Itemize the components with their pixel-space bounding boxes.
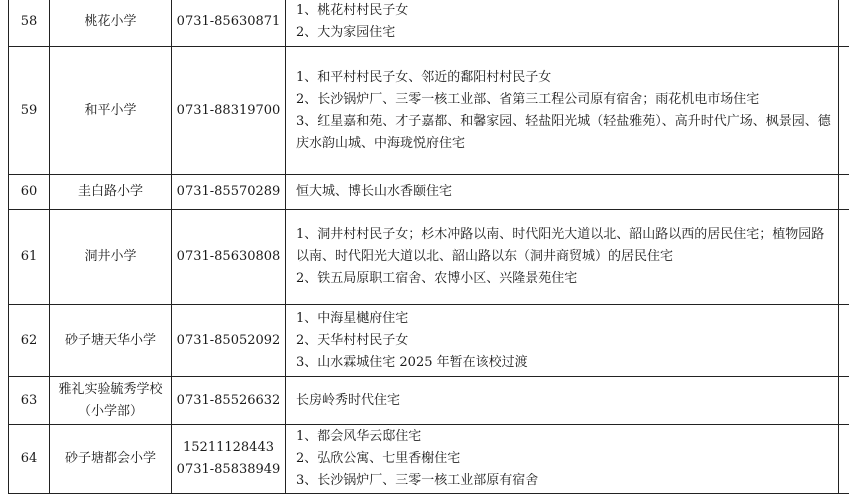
phone-cell <box>172 175 286 210</box>
school-name: 洞井小学 <box>50 210 172 305</box>
phone-cell <box>172 305 286 377</box>
phone-number: 0731-85838949 <box>176 462 281 477</box>
phone-cell <box>172 210 286 305</box>
area-line: 1、桃花村村民子女 <box>296 2 409 18</box>
empty-cell <box>839 425 849 494</box>
empty-cell <box>839 175 849 210</box>
school-name: 雅礼实验毓秀学校（小学部） <box>50 377 172 425</box>
phone-cell <box>172 425 286 494</box>
row-number: 58 <box>9 0 50 47</box>
row-number: 59 <box>9 47 50 175</box>
school-name: 圭白路小学 <box>50 175 172 210</box>
phone-number: 0731-85570289 <box>176 184 281 199</box>
area-line: 2、大为家园住宅 <box>296 24 396 40</box>
row-number: 62 <box>9 305 50 377</box>
enrollment-area <box>286 47 839 175</box>
area-line: 1、和平村村民子女、邻近的鄱阳村村民子女 <box>296 69 552 85</box>
row-number: 64 <box>9 425 50 494</box>
empty-cell <box>839 47 849 175</box>
enrollment-table <box>8 0 849 494</box>
row-number: 60 <box>9 175 50 210</box>
area-line: 1、都会风华云邸住宅 <box>296 429 422 444</box>
phone-number: 0731-85526632 <box>176 392 281 408</box>
enrollment-area <box>286 305 839 377</box>
area-line: 1、中海星樾府住宅 <box>296 310 409 326</box>
school-name: 砂子塘天华小学 <box>50 305 172 377</box>
table-row <box>9 0 849 47</box>
empty-cell <box>839 305 849 377</box>
area-line: 1、洞井村村民子女；杉木冲路以南、时代阳光大道以北、韶山路以西的居民住宅；植物园路以南、时代阳光大道以北、韶山路以东（洞井商贸城）的居民住宅 <box>296 227 825 264</box>
area-line: 2、长沙锅炉厂、三零一核工业部、省第三工程公司原有宿舍；雨花机电市场住宅 <box>296 91 760 107</box>
phone-cell <box>172 377 286 425</box>
table-row <box>9 47 849 175</box>
area-line: 3、红星嘉和苑、才子嘉都、和馨家园、轻盐阳光城（轻盐雅苑）、高升时代广场、枫景园、德庆水韵山城、中海珑悦府住宅 <box>296 113 831 151</box>
empty-cell <box>839 0 849 47</box>
phone-number: 0731-88319700 <box>176 102 281 118</box>
area-line: 3、长沙锅炉厂、三零一核工业部原有宿舍 <box>296 473 539 488</box>
school-name: 砂子塘都会小学 <box>50 425 172 494</box>
enrollment-area <box>286 175 839 210</box>
enrollment-area <box>286 0 839 47</box>
row-number: 61 <box>9 210 50 305</box>
phone-cell <box>172 47 286 175</box>
phone-number: 0731-85630871 <box>176 13 281 29</box>
area-line: 恒大城、博长山水香颐住宅 <box>296 184 453 199</box>
table-row <box>9 175 849 210</box>
phone-number: 15211128443 <box>183 440 274 455</box>
area-line: 2、弘欣公寓、七里香榭住宅 <box>296 451 461 466</box>
area-line: 3、山水霖城住宅 2025 年暂在该校过渡 <box>296 354 528 370</box>
enrollment-area <box>286 425 839 494</box>
phone-cell <box>172 0 286 47</box>
phone-number: 0731-85630808 <box>176 249 281 264</box>
empty-cell <box>839 377 849 425</box>
area-line: 2、铁五局原职工宿舍、农博小区、兴隆景苑住宅 <box>296 271 578 286</box>
table-row <box>9 425 849 494</box>
area-line: 2、天华村村民子女 <box>296 332 409 348</box>
school-name: 桃花小学 <box>50 0 172 47</box>
row-number: 63 <box>9 377 50 425</box>
empty-cell <box>839 210 849 305</box>
table-row <box>9 210 849 305</box>
phone-number: 0731-85052092 <box>176 332 281 348</box>
table-row <box>9 305 849 377</box>
school-name: 和平小学 <box>50 47 172 175</box>
area-line: 长房岭秀时代住宅 <box>296 392 401 408</box>
enrollment-area <box>286 377 839 425</box>
enrollment-area <box>286 210 839 305</box>
table-row <box>9 377 849 425</box>
